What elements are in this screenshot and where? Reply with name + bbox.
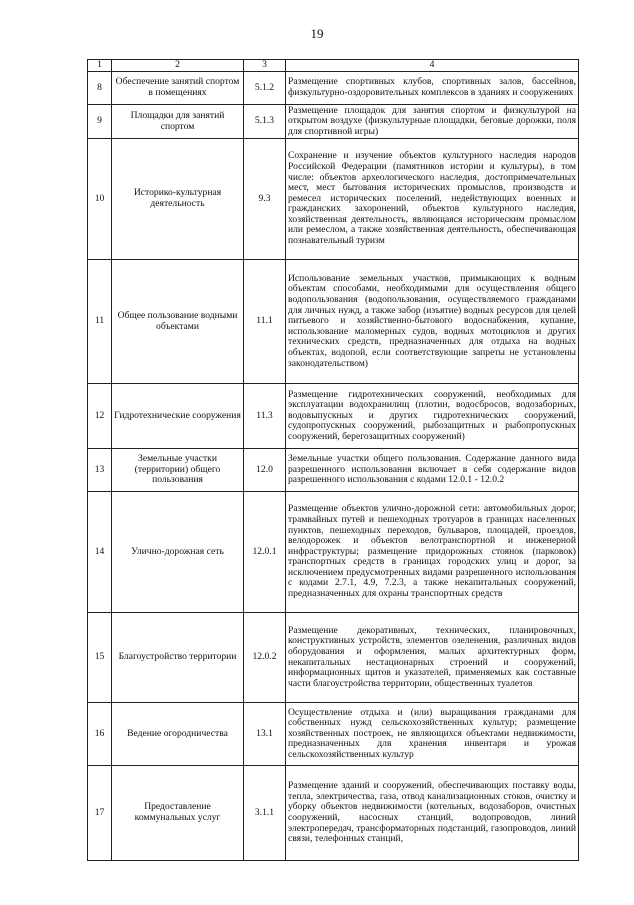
table-row [88,260,579,384]
table-row [88,703,579,766]
use-type-description: Использование земельных участков, примыкающих к водным объектам способами, необходимыми для осуществления общего водопользования (водопользования, осуществляемого гражданами для личных нужд, а также забор (изъятие) водных ресурсов для целей питьевого и хозяйственно-бытового водоснабжения, купание, использование маломерных судов, водных мотоциклов и других технических средств, предназначенных для отдыха на водных объектах, водопой, если соответствующие запреты не установлены законодательством) [286,260,579,384]
table-row [88,139,579,260]
land-use-table [87,59,579,861]
use-type-description: Размещение площадок для занятия спортом и физкультурой на открытом воздухе (физкультурные площадки, беговые дорожки, поля для спортивной игры) [286,105,579,139]
header-col-2: 2 [112,60,244,72]
page-number: 19 [310,26,324,41]
use-type-description: Размещение декоративных, технических, планировочных, конструктивных устройств, элементов озеленения, различных видов оборудования и оформления, малых архитектурных форм, некапитальных нестационарных строений и сооружений, информационных щитов и указателей, применяемых как составные части благоустройства территории, общественных туалетов [286,613,579,703]
row-number: 10 [88,139,112,260]
row-number: 12 [88,384,112,449]
table-row [88,492,579,613]
use-type-description: Размещение объектов улично-дорожной сети: автомобильных дорог, трамвайных путей и пешеходных тротуаров в границах населенных пунктов, пешеходных переходов, бульваров, площадей, проездов, велодорожек и объектов велотранспортной и инженерной инфраструктуры; размещение придорожных стоянок (парковок) транспортных средств в границах городских улиц и дорог, за исключением предусмотренных видами разрешенного использования с кодами 2.7.1, 4.9, 7.2.3, а также некапитальных сооружений, предназначенных для охраны транспортных средств [286,492,579,613]
use-type-name: Благоустройство территории [112,613,244,703]
use-type-code: 12.0.1 [244,492,286,613]
row-number: 9 [88,105,112,139]
use-type-code: 9.3 [244,139,286,260]
use-type-description: Земельные участки общего пользования. Содержание данного вида разрешенного использования включает в себя содержание видов разрешенного использования с кодами 12.0.1 - 12.0.2 [286,449,579,492]
use-type-code: 12.0.2 [244,613,286,703]
header-col-4: 4 [286,60,579,72]
table-row [88,105,579,139]
use-type-description: Размещение гидротехнических сооружений, необходимых для эксплуатации водохранилищ (плотин, водосбросов, водозаборных, водовыпускных и других гидротехнических сооружений, судопропускных сооружений, рыбозащитных и рыбопропускных сооружений, берегозащитных сооружений) [286,384,579,449]
use-type-code: 13.1 [244,703,286,766]
table-row [88,766,579,861]
use-type-description: Размещение спортивных клубов, спортивных залов, бассейнов, физкультурно-оздоровительных комплексов в зданиях и сооружениях [286,72,579,105]
use-type-name: Обеспечение занятий спортом в помещениях [112,72,244,105]
row-number: 17 [88,766,112,861]
use-type-description: Размещение зданий и сооружений, обеспечивающих поставку воды, тепла, электричества, газа, отвод канализационных стоков, очистку и уборку объектов недвижимости (котельных, водозаборов, очистных сооружений, насосных станций, водопроводов, линий электропередач, трансформаторных подстанций, газопроводов, линий связи, телефонных станций, [286,766,579,861]
use-type-name: Ведение огородничества [112,703,244,766]
use-type-description: Осуществление отдыха и (или) выращивания гражданами для собственных нужд сельскохозяйственных культур; размещение хозяйственных построек, не являющихся объектами недвижимости, предназначенных для хранения инвентаря и урожая сельскохозяйственных культур [286,703,579,766]
row-number: 16 [88,703,112,766]
use-type-name: Общее пользование водными объектами [112,260,244,384]
table-row [88,384,579,449]
row-number: 8 [88,72,112,105]
row-number: 13 [88,449,112,492]
use-type-code: 5.1.2 [244,72,286,105]
use-type-code: 5.1.3 [244,105,286,139]
use-type-code: 11.3 [244,384,286,449]
table-row [88,449,579,492]
use-type-name: Земельные участки (территории) общего пользования [112,449,244,492]
use-type-code: 11.1 [244,260,286,384]
row-number: 11 [88,260,112,384]
use-type-name: Предоставление коммунальных услуг [112,766,244,861]
use-type-name: Площадки для занятий спортом [112,105,244,139]
header-col-3: 3 [244,60,286,72]
use-type-name: Улично-дорожная сеть [112,492,244,613]
use-type-name: Гидротехнические сооружения [112,384,244,449]
header-row [88,60,579,72]
use-type-code: 3.1.1 [244,766,286,861]
row-number: 15 [88,613,112,703]
use-type-name: Историко-культурная деятельность [112,139,244,260]
use-type-description: Сохранение и изучение объектов культурного наследия народов Российской Федерации (памятников истории и культуры), в том числе: объектов археологического наследия, достопримечательных мест, мест бытования исторических промыслов, производств и ремесел исторических поселений, недействующих военных и гражданских захоронений, объектов культурного наследия, хозяйственная деятельность, являющаяся историческим промыслом или ремеслом, а также хозяйственная деятельность, обеспечивающая познавательный туризм [286,139,579,260]
table-row [88,613,579,703]
table-row [88,72,579,105]
header-col-1: 1 [88,60,112,72]
row-number: 14 [88,492,112,613]
use-type-code: 12.0 [244,449,286,492]
